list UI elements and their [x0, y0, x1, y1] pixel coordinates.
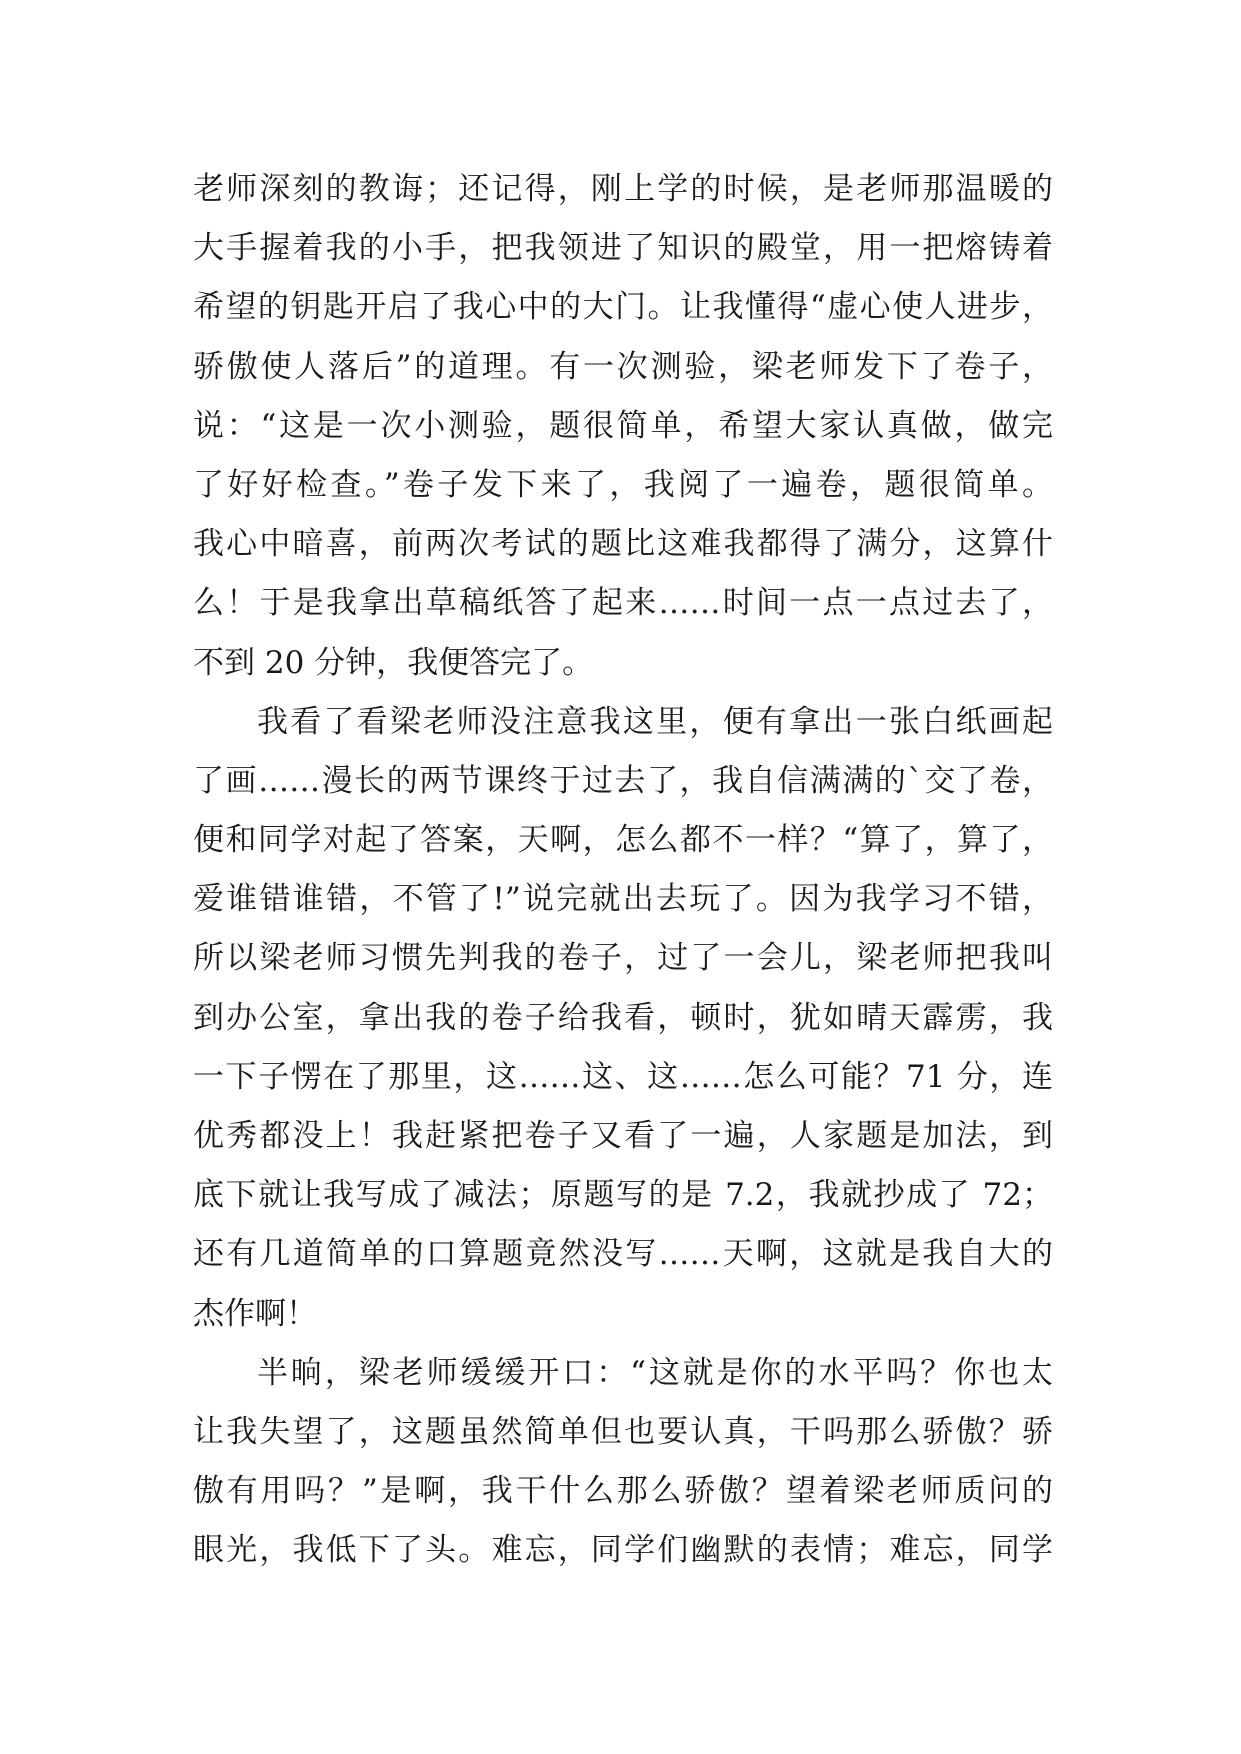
text-line: 骄傲使人落后”的道理。有一次测验，梁老师发下了卷子， [193, 348, 1053, 385]
text-line: 我看了看梁老师没注意我这里，便有拿出一张白纸画起 [257, 703, 1053, 740]
body-text [193, 160, 1053, 1581]
text-line: 不到 20 分钟，我便答完了。 [193, 644, 594, 681]
text-line: 半晌，梁老师缓缓开口：“这就是你的水平吗？你也太 [257, 1354, 1053, 1391]
text-line: 杰作啊！ [193, 1295, 317, 1332]
text-line: 优秀都没上！我赶紧把卷子又看了一遍，人家题是加法，到 [193, 1118, 1053, 1154]
text-line: 到办公室，拿出我的卷子给我看，顿时，犹如晴天霹雳，我 [193, 999, 1053, 1036]
text-line: 我心中暗喜，前两次考试的题比这难我都得了满分，这算什 [193, 526, 1053, 563]
text-line: 了好好检查。”卷子发下来了，我阅了一遍卷，题很简单。 [193, 466, 1053, 503]
text-line: 便和同学对起了答案，天啊，怎么都不一样？“算了，算了， [193, 822, 1053, 859]
text-line: 一下子愣在了那里，这……这、这……怎么可能？71 分，连 [193, 1058, 1053, 1095]
text-line: 爱谁错谁错，不管了!”说完就出去玩了。因为我学习不错， [193, 881, 1053, 918]
text-line: 眼光，我低下了头。难忘，同学们幽默的表情；难忘，同学 [193, 1532, 1053, 1569]
text-line: 么！于是我拿出草稿纸答了起来……时间一点一点过去了， [193, 585, 1053, 622]
text-line: 所以梁老师习惯先判我的卷子，过了一会儿，梁老师把我叫 [193, 940, 1053, 977]
text-line: 傲有用吗？”是啊，我干什么那么骄傲？望着梁老师质问的 [193, 1473, 1053, 1510]
text-line: 希望的钥匙开启了我心中的大门。让我懂得“虚心使人进步， [193, 289, 1053, 326]
text-line: 大手握着我的小手，把我领进了知识的殿堂，用一把熔铸着 [193, 230, 1053, 267]
text-line: 底下就让我写成了减法；原题写的是 7.2，我就抄成了 72； [193, 1177, 1053, 1214]
text-line: 了画……漫长的两节课终于过去了，我自信满满的`交了卷， [193, 762, 1053, 799]
text-line: 老师深刻的教诲；还记得，刚上学的时候，是老师那温暖的 [193, 171, 1053, 207]
text-line: 说：“这是一次小测验，题很简单，希望大家认真做，做完 [193, 407, 1053, 444]
text-line: 让我失望了，这题虽然简单但也要认真，干吗那么骄傲？骄 [193, 1413, 1053, 1450]
text-line: 还有几道简单的口算题竟然没写……天啊，这就是我自大的 [193, 1236, 1053, 1273]
